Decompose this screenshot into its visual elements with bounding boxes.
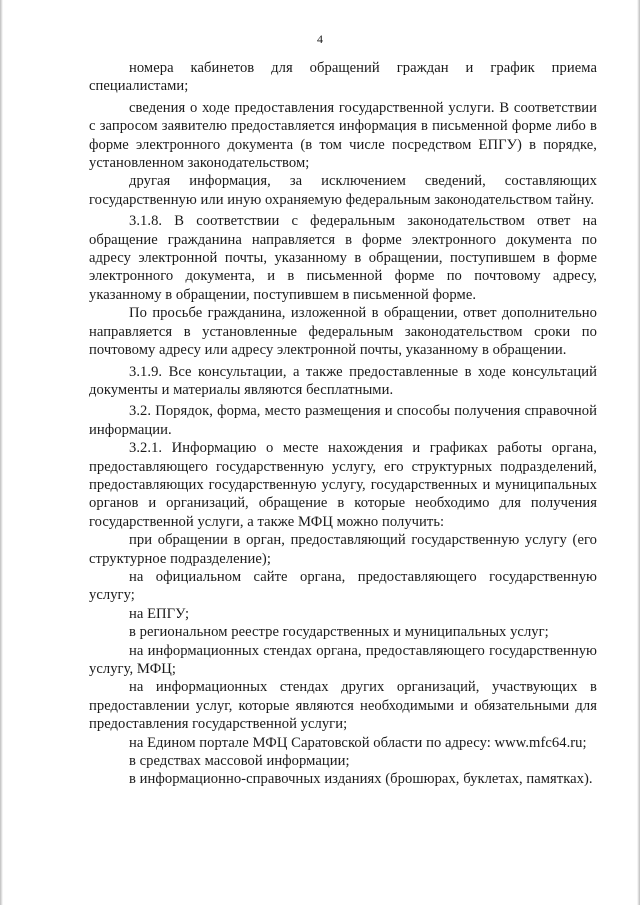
paragraph-3-2: 3.2. Порядок, форма, место размещения и способы получения справочной информации. <box>89 403 597 438</box>
list-item-info-stands: на информационных стендах органа, предоставляющего государственную услугу, МФЦ; <box>89 642 597 677</box>
list-item-regional-registry: в региональном реестре государственных и муниципальных услуг; <box>129 624 549 641</box>
list-item-office-visit: при обращении в орган, предоставляющий государственную услугу (его структурное подразделение); <box>89 532 597 567</box>
paragraph-3-1-9: 3.1.9. Все консультации, а также предоставленные в ходе консультаций документы и материалы являются бесплатными. <box>89 363 597 398</box>
paragraph-service-progress: сведения о ходе предоставления государственной услуги. В соответствии с запросом заявителю предоставляется информация в письменной форме либо в форме электронного документа (в том числе посредством ЕПГУ) в порядке, установленном законодательством; <box>89 99 597 172</box>
page-number: 4 <box>317 32 323 46</box>
document-body <box>89 59 597 789</box>
paragraph-3-1-8: 3.1.8. В соответствии с федеральным законодательством ответ на обращение гражданина направляется в форме электронного документа по адресу электронной почты, указанному в обращении, поступившем в форме электронного документа, и в письменной форме по почтовому адресу, указанному в обращении, поступившем в письменной форме. <box>89 213 597 303</box>
list-item-official-site: на официальном сайте органа, предоставляющего государственную услугу; <box>89 568 597 604</box>
list-item-mfc-portal: на Едином портале МФЦ Саратовской области по адресу: www.mfc64.ru; <box>129 734 587 751</box>
paragraph-office-numbers: номера кабинетов для обращений граждан и график приема специалистами; <box>89 60 597 95</box>
list-item-epgu: на ЕПГУ; <box>129 605 190 622</box>
page-edge-left <box>0 0 3 905</box>
list-item-reference-publications: в информационно-справочных изданиях (брошюрах, буклетах, памятках). <box>129 771 593 788</box>
paragraph-citizen-request: По просьбе гражданина, изложенной в обращении, ответ дополнительно направляется в установленные федеральным законодательством сроки по почтовому адресу или адресу электронной почты, указанному в обращении. <box>89 305 597 359</box>
paragraph-other-information: другая информация, за исключением сведений, составляющих государственную или иную охраняемую федеральным законодательством тайну. <box>89 173 597 208</box>
list-item-mass-media: в средствах массовой информации; <box>129 753 350 770</box>
list-item-other-org-stands: на информационных стендах других организаций, участвующих в предоставлении услуг, которые являются необходимыми и обязательными для предоставления государственной услуги; <box>89 679 597 733</box>
paragraph-3-2-1: 3.2.1. Информацию о месте нахождения и графиках работы органа, предоставляющего государственную услугу, его структурных подразделений, предоставляющих государственную услугу, государственных и муниципальных органов и организаций, обращение в которые необходимо для получения государственной услуги, а также МФЦ можно получить: <box>89 440 597 530</box>
